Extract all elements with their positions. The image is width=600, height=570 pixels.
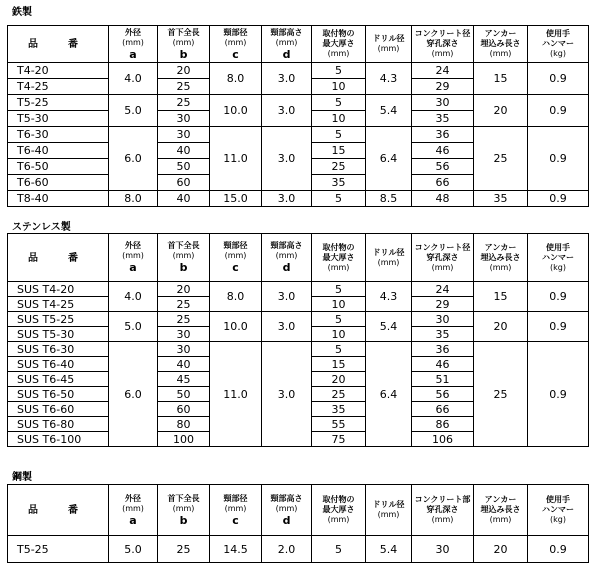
column-header-unit: (mm) bbox=[122, 503, 144, 513]
column-header-label: 頸部径 bbox=[223, 27, 248, 37]
column-header bbox=[312, 234, 366, 282]
column-header-label: 使用手 bbox=[546, 495, 570, 504]
column-header-unit: (mm) bbox=[275, 37, 298, 47]
column-header-label: 取付物の bbox=[322, 29, 355, 38]
drill-depth-cell: 36 bbox=[412, 342, 474, 357]
drill-depth-cell: 24 bbox=[412, 63, 474, 79]
length-cell: 30 bbox=[158, 342, 210, 357]
header-row bbox=[8, 485, 589, 536]
drill-depth-cell: 24 bbox=[412, 282, 474, 297]
column-header-unit: (mm) bbox=[377, 257, 400, 267]
spec-table-stainless bbox=[7, 233, 589, 447]
max-thickness-cell: 75 bbox=[312, 432, 366, 447]
column-header-label: 取付物の bbox=[322, 495, 355, 504]
part-number-cell: T6-60 bbox=[8, 175, 109, 191]
length-cell: 25 bbox=[158, 79, 210, 95]
hammer-weight-cell: 0.9 bbox=[528, 191, 589, 207]
column-header-label: アンカー bbox=[484, 29, 517, 38]
header-row bbox=[8, 26, 589, 63]
table-row bbox=[8, 312, 589, 327]
max-thickness-cell: 5 bbox=[312, 282, 366, 297]
outer-diameter-cell: 5.0 bbox=[109, 536, 158, 563]
length-cell: 30 bbox=[158, 327, 210, 342]
column-header-unit: (mm) bbox=[431, 49, 454, 58]
table-row bbox=[8, 342, 589, 357]
max-thickness-cell: 5 bbox=[312, 312, 366, 327]
drill-depth-cell: 29 bbox=[412, 297, 474, 312]
section-title-stainless: ステンレス製 bbox=[12, 222, 71, 233]
drill-depth-cell: 29 bbox=[412, 79, 474, 95]
drill-diameter-cell: 6.4 bbox=[366, 342, 412, 447]
part-number-cell: SUS T4-25 bbox=[8, 297, 109, 312]
column-header bbox=[412, 485, 474, 536]
column-header bbox=[158, 485, 210, 536]
column-header-unit: (mm) bbox=[224, 37, 247, 47]
column-header-label: コンクリート部 bbox=[414, 495, 471, 504]
max-thickness-cell: 55 bbox=[312, 417, 366, 432]
column-header-letter: a bbox=[129, 261, 137, 274]
column-header-letter: c bbox=[232, 47, 239, 61]
embed-length-cell: 20 bbox=[474, 95, 528, 127]
spec-table-steel bbox=[7, 484, 589, 563]
header-row bbox=[8, 234, 589, 282]
max-thickness-cell: 5 bbox=[312, 342, 366, 357]
embed-length-cell: 20 bbox=[474, 312, 528, 342]
column-header-label: アンカー bbox=[484, 495, 517, 504]
part-number-cell: SUS T6-80 bbox=[8, 417, 109, 432]
hammer-weight-cell: 0.9 bbox=[528, 536, 589, 563]
drill-depth-cell: 66 bbox=[412, 175, 474, 191]
max-thickness-cell: 5 bbox=[312, 536, 366, 563]
part-number-cell: T5-25 bbox=[8, 536, 109, 563]
drill-diameter-cell: 4.3 bbox=[366, 63, 412, 95]
column-header-label: 穿孔深さ bbox=[426, 39, 459, 48]
part-number-cell: T6-50 bbox=[8, 159, 109, 175]
length-cell: 60 bbox=[158, 402, 210, 417]
column-header-label: コンクリート径 bbox=[414, 242, 471, 252]
neck-diameter-cell: 8.0 bbox=[210, 282, 262, 312]
column-header-letter: c bbox=[232, 513, 239, 527]
part-number-cell: T4-25 bbox=[8, 79, 109, 95]
table-row bbox=[8, 63, 589, 79]
column-header-label: 品 番 bbox=[28, 505, 88, 516]
drill-diameter-cell: 5.4 bbox=[366, 536, 412, 563]
embed-length-cell: 25 bbox=[474, 342, 528, 447]
column-header-label: 最大厚さ bbox=[322, 252, 355, 262]
part-number-cell: SUS T6-45 bbox=[8, 372, 109, 387]
column-header-label: 穿孔深さ bbox=[426, 252, 459, 262]
column-header-label: 外径 bbox=[125, 241, 141, 250]
neck-diameter-cell: 11.0 bbox=[210, 127, 262, 191]
part-number-cell: SUS T6-100 bbox=[8, 432, 109, 447]
hammer-weight-cell: 0.9 bbox=[528, 63, 589, 95]
column-header bbox=[366, 485, 412, 536]
column-header-label: 頸部高さ bbox=[270, 27, 303, 37]
length-cell: 20 bbox=[158, 282, 210, 297]
length-cell: 100 bbox=[158, 432, 210, 447]
part-number-cell: SUS T6-40 bbox=[8, 357, 109, 372]
column-header-letter: c bbox=[232, 261, 239, 274]
part-number-cell: SUS T6-60 bbox=[8, 402, 109, 417]
part-number-cell: SUS T6-50 bbox=[8, 387, 109, 402]
column-header bbox=[366, 26, 412, 63]
column-header-unit: (kg) bbox=[550, 262, 566, 272]
neck-height-cell: 3.0 bbox=[262, 127, 312, 191]
hammer-weight-cell: 0.9 bbox=[528, 282, 589, 312]
neck-diameter-cell: 15.0 bbox=[210, 191, 262, 207]
max-thickness-cell: 5 bbox=[312, 191, 366, 207]
column-header bbox=[262, 234, 312, 282]
column-header bbox=[412, 234, 474, 282]
column-header bbox=[8, 485, 109, 536]
column-header-label: コンクリート径 bbox=[414, 29, 471, 38]
outer-diameter-cell: 6.0 bbox=[109, 127, 158, 191]
column-header-unit: (kg) bbox=[550, 515, 566, 524]
length-cell: 50 bbox=[158, 387, 210, 402]
column-header-unit: (mm) bbox=[431, 515, 454, 524]
column-header bbox=[528, 485, 589, 536]
max-thickness-cell: 35 bbox=[312, 175, 366, 191]
column-header-unit: (mm) bbox=[224, 503, 247, 513]
drill-depth-cell: 30 bbox=[412, 536, 474, 563]
outer-diameter-cell: 4.0 bbox=[109, 282, 158, 312]
drill-depth-cell: 48 bbox=[412, 191, 474, 207]
column-header-label: 使用手 bbox=[546, 242, 570, 252]
column-header bbox=[8, 234, 109, 282]
column-header bbox=[109, 26, 158, 63]
column-header bbox=[262, 26, 312, 63]
drill-diameter-cell: 5.4 bbox=[366, 95, 412, 127]
column-header-unit: (mm) bbox=[489, 515, 512, 524]
column-header bbox=[528, 26, 589, 63]
column-header bbox=[158, 26, 210, 63]
column-header-label: 頸部径 bbox=[223, 241, 248, 250]
column-header-label: 使用手 bbox=[546, 29, 570, 38]
part-number-cell: SUS T6-30 bbox=[8, 342, 109, 357]
column-header-letter: a bbox=[129, 47, 137, 61]
table-row bbox=[8, 536, 589, 563]
length-cell: 80 bbox=[158, 417, 210, 432]
column-header-label: ドリル径 bbox=[372, 247, 405, 257]
column-header-unit: (kg) bbox=[550, 49, 566, 58]
column-header-unit: (mm) bbox=[431, 262, 454, 272]
column-header bbox=[366, 234, 412, 282]
column-header-unit: (mm) bbox=[327, 49, 350, 58]
column-header-unit: (mm) bbox=[489, 49, 512, 58]
max-thickness-cell: 5 bbox=[312, 63, 366, 79]
column-header-label: 頸部径 bbox=[223, 493, 248, 503]
embed-length-cell: 15 bbox=[474, 63, 528, 95]
drill-diameter-cell: 8.5 bbox=[366, 191, 412, 207]
column-header-label: ドリル径 bbox=[372, 34, 405, 43]
section-title-steel: 鋼製 bbox=[12, 472, 32, 483]
column-header bbox=[528, 234, 589, 282]
part-number-cell: T6-40 bbox=[8, 143, 109, 159]
length-cell: 30 bbox=[158, 111, 210, 127]
hammer-weight-cell: 0.9 bbox=[528, 127, 589, 191]
neck-height-cell: 3.0 bbox=[262, 282, 312, 312]
column-header-label: 取付物の bbox=[322, 242, 355, 252]
neck-diameter-cell: 8.0 bbox=[210, 63, 262, 95]
table-row bbox=[8, 282, 589, 297]
max-thickness-cell: 10 bbox=[312, 111, 366, 127]
outer-diameter-cell: 4.0 bbox=[109, 63, 158, 95]
max-thickness-cell: 25 bbox=[312, 387, 366, 402]
max-thickness-cell: 25 bbox=[312, 159, 366, 175]
embed-length-cell: 35 bbox=[474, 191, 528, 207]
outer-diameter-cell: 5.0 bbox=[109, 95, 158, 127]
part-number-cell: T5-30 bbox=[8, 111, 109, 127]
drill-depth-cell: 86 bbox=[412, 417, 474, 432]
column-header-letter: b bbox=[179, 47, 188, 61]
neck-height-cell: 3.0 bbox=[262, 95, 312, 127]
column-header-label: ハンマー bbox=[542, 252, 574, 262]
part-number-cell: T6-30 bbox=[8, 127, 109, 143]
part-number-cell: T4-20 bbox=[8, 63, 109, 79]
column-header bbox=[109, 485, 158, 536]
length-cell: 60 bbox=[158, 175, 210, 191]
column-header-label: ドリル径 bbox=[372, 500, 405, 509]
drill-depth-cell: 51 bbox=[412, 372, 474, 387]
column-header-unit: (mm) bbox=[275, 251, 298, 260]
column-header-label: 穿孔深さ bbox=[426, 505, 459, 514]
column-header-letter: d bbox=[282, 47, 291, 61]
column-header bbox=[8, 26, 109, 63]
length-cell: 30 bbox=[158, 127, 210, 143]
column-header-unit: (mm) bbox=[122, 251, 144, 260]
part-number-cell: SUS T4-20 bbox=[8, 282, 109, 297]
part-number-cell: T5-25 bbox=[8, 95, 109, 111]
column-header-label: 埋込み長さ bbox=[480, 39, 521, 48]
max-thickness-cell: 15 bbox=[312, 357, 366, 372]
table-row bbox=[8, 95, 589, 111]
outer-diameter-cell: 6.0 bbox=[109, 342, 158, 447]
column-header bbox=[210, 234, 262, 282]
section-title-iron: 鉄製 bbox=[12, 7, 32, 18]
column-header bbox=[474, 234, 528, 282]
drill-depth-cell: 35 bbox=[412, 327, 474, 342]
drill-depth-cell: 106 bbox=[412, 432, 474, 447]
column-header-letter: b bbox=[179, 513, 188, 527]
column-header bbox=[312, 485, 366, 536]
column-header bbox=[412, 26, 474, 63]
column-header-label: 頸部高さ bbox=[270, 493, 303, 503]
column-header bbox=[210, 485, 262, 536]
outer-diameter-cell: 8.0 bbox=[109, 191, 158, 207]
length-cell: 20 bbox=[158, 63, 210, 79]
length-cell: 40 bbox=[158, 191, 210, 207]
part-number-cell: T8-40 bbox=[8, 191, 109, 207]
length-cell: 25 bbox=[158, 312, 210, 327]
drill-diameter-cell: 4.3 bbox=[366, 282, 412, 312]
column-header bbox=[158, 234, 210, 282]
neck-diameter-cell: 10.0 bbox=[210, 312, 262, 342]
column-header-unit: (mm) bbox=[172, 37, 195, 47]
column-header-label: 首下全長 bbox=[167, 241, 200, 250]
max-thickness-cell: 20 bbox=[312, 372, 366, 387]
column-header-letter: a bbox=[129, 513, 137, 527]
column-header-letter: d bbox=[282, 261, 291, 274]
column-header-unit: (mm) bbox=[327, 515, 350, 524]
max-thickness-cell: 5 bbox=[312, 127, 366, 143]
max-thickness-cell: 35 bbox=[312, 402, 366, 417]
neck-height-cell: 3.0 bbox=[262, 63, 312, 95]
length-cell: 45 bbox=[158, 372, 210, 387]
neck-height-cell: 3.0 bbox=[262, 312, 312, 342]
column-header-label: 外径 bbox=[125, 493, 141, 503]
column-header-unit: (mm) bbox=[377, 44, 400, 53]
column-header-label: 埋込み長さ bbox=[480, 252, 521, 262]
max-thickness-cell: 10 bbox=[312, 79, 366, 95]
column-header bbox=[474, 485, 528, 536]
neck-diameter-cell: 10.0 bbox=[210, 95, 262, 127]
column-header-label: 品 番 bbox=[28, 252, 88, 264]
max-thickness-cell: 15 bbox=[312, 143, 366, 159]
part-number-cell: SUS T5-30 bbox=[8, 327, 109, 342]
hammer-weight-cell: 0.9 bbox=[528, 342, 589, 447]
spec-table-iron bbox=[7, 25, 589, 207]
neck-height-cell: 2.0 bbox=[262, 536, 312, 563]
drill-depth-cell: 56 bbox=[412, 387, 474, 402]
drill-depth-cell: 46 bbox=[412, 357, 474, 372]
length-cell: 40 bbox=[158, 357, 210, 372]
column-header bbox=[474, 26, 528, 63]
column-header-label: 首下全長 bbox=[167, 493, 200, 503]
hammer-weight-cell: 0.9 bbox=[528, 95, 589, 127]
table-row bbox=[8, 191, 589, 207]
max-thickness-cell: 10 bbox=[312, 327, 366, 342]
column-header-label: アンカー bbox=[484, 242, 517, 252]
column-header-label: 外径 bbox=[125, 27, 141, 37]
embed-length-cell: 25 bbox=[474, 127, 528, 191]
drill-depth-cell: 30 bbox=[412, 312, 474, 327]
drill-diameter-cell: 6.4 bbox=[366, 127, 412, 191]
embed-length-cell: 20 bbox=[474, 536, 528, 563]
length-cell: 50 bbox=[158, 159, 210, 175]
part-number-cell: SUS T5-25 bbox=[8, 312, 109, 327]
column-header-unit: (mm) bbox=[122, 37, 144, 47]
column-header-label: 頸部高さ bbox=[270, 241, 303, 250]
drill-depth-cell: 56 bbox=[412, 159, 474, 175]
neck-diameter-cell: 11.0 bbox=[210, 342, 262, 447]
neck-height-cell: 3.0 bbox=[262, 191, 312, 207]
column-header-label: 首下全長 bbox=[167, 27, 200, 37]
column-header-unit: (mm) bbox=[224, 251, 247, 260]
column-header-unit: (mm) bbox=[275, 503, 298, 513]
column-header-label: 埋込み長さ bbox=[480, 505, 521, 514]
column-header-label: 最大厚さ bbox=[322, 39, 355, 48]
column-header-label: ハンマー bbox=[542, 505, 574, 514]
embed-length-cell: 15 bbox=[474, 282, 528, 312]
drill-depth-cell: 35 bbox=[412, 111, 474, 127]
column-header-unit: (mm) bbox=[327, 262, 350, 272]
column-header bbox=[262, 485, 312, 536]
column-header-label: 最大厚さ bbox=[322, 505, 355, 514]
max-thickness-cell: 5 bbox=[312, 95, 366, 111]
column-header-unit: (mm) bbox=[172, 251, 195, 260]
column-header-label: ハンマー bbox=[542, 39, 574, 48]
drill-depth-cell: 46 bbox=[412, 143, 474, 159]
column-header-unit: (mm) bbox=[489, 262, 512, 272]
length-cell: 40 bbox=[158, 143, 210, 159]
column-header-letter: d bbox=[282, 513, 291, 527]
drill-depth-cell: 30 bbox=[412, 95, 474, 111]
column-header bbox=[312, 26, 366, 63]
length-cell: 25 bbox=[158, 95, 210, 111]
neck-diameter-cell: 14.5 bbox=[210, 536, 262, 563]
outer-diameter-cell: 5.0 bbox=[109, 312, 158, 342]
neck-height-cell: 3.0 bbox=[262, 342, 312, 447]
column-header-unit: (mm) bbox=[377, 510, 400, 519]
drill-depth-cell: 36 bbox=[412, 127, 474, 143]
column-header bbox=[210, 26, 262, 63]
drill-diameter-cell: 5.4 bbox=[366, 312, 412, 342]
column-header-label: 品 番 bbox=[28, 39, 88, 50]
table-row bbox=[8, 127, 589, 143]
length-cell: 25 bbox=[158, 297, 210, 312]
column-header bbox=[109, 234, 158, 282]
length-cell: 25 bbox=[158, 536, 210, 563]
drill-depth-cell: 66 bbox=[412, 402, 474, 417]
hammer-weight-cell: 0.9 bbox=[528, 312, 589, 342]
max-thickness-cell: 10 bbox=[312, 297, 366, 312]
column-header-letter: b bbox=[179, 261, 188, 274]
column-header-unit: (mm) bbox=[172, 503, 195, 513]
